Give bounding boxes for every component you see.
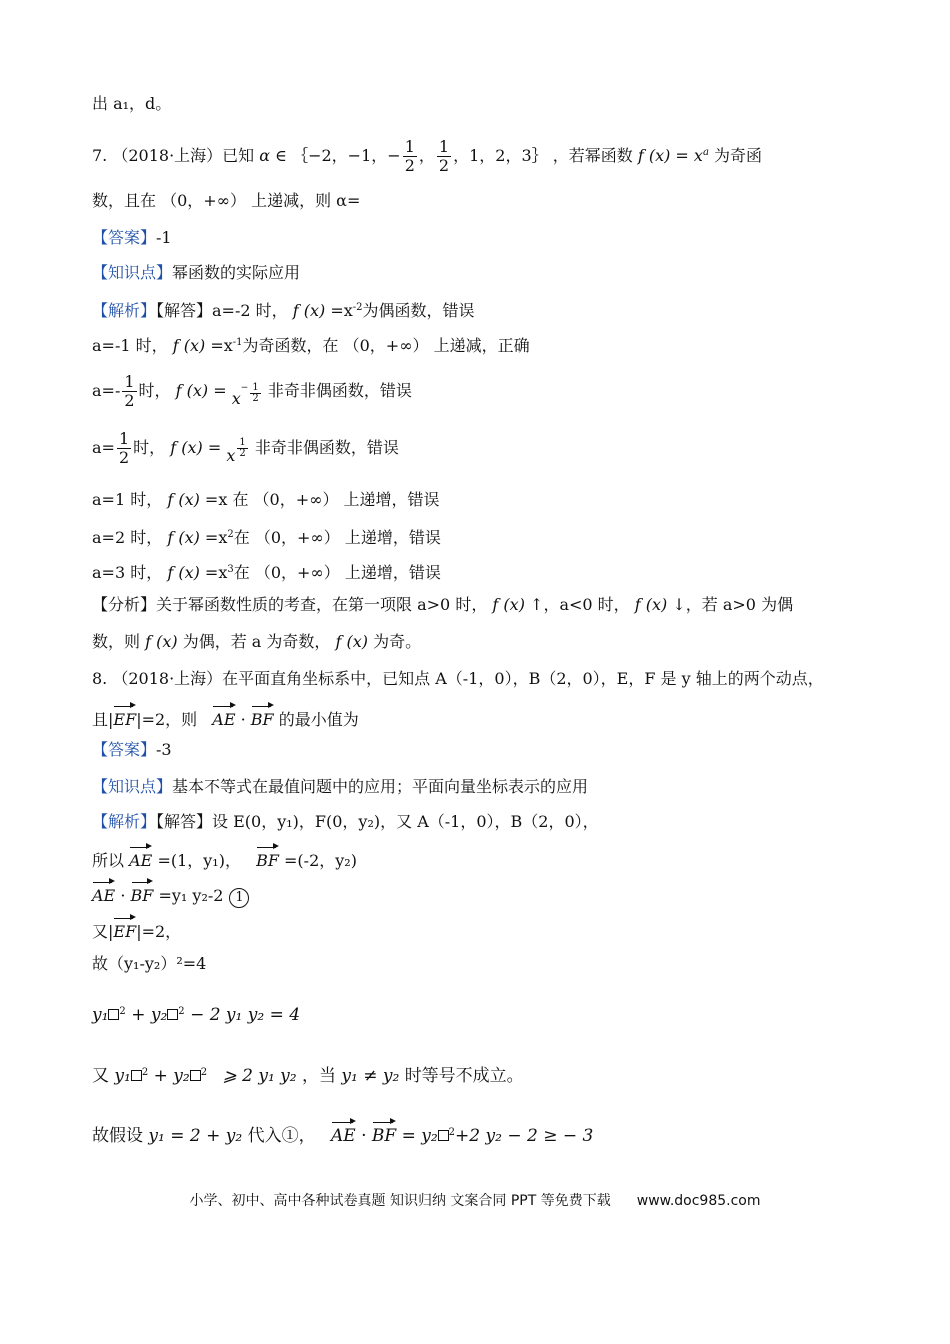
summary-7-line1: 【分析】关于幂函数性质的考查，在第一项限 a>0 时， f (x) ↑，a<0 时， f (x) ↓，若 a>0 为偶 (92, 595, 794, 614)
placeholder-box-icon (438, 1130, 449, 1141)
fraction-half: $\frac{1}{2}$ (438, 137, 450, 175)
analysis-8-line6: y₁ $^2$ + y₂ $^2$ − 2 y₁ y₂ = 4 (92, 1005, 301, 1025)
page-footer: 小学、初中、高中各种试卷真题 知识归纳 文案合同 PPT 等免费下载 www.doc985.com (189, 1193, 761, 1209)
analysis-7-line6: a=2 时， f $(x) =x^2$在 （0，+∞） 上递增，错误 (92, 528, 441, 547)
analysis-7-line1: 【解析】【解答】a=-2 时， f $(x) =x^{-2}$为偶函数，错误 (92, 301, 475, 320)
analysis-8-line1: 【解析】【解答】设 E(0，y₁)，F(0，y₂)，又 A（-1，0），B（2，0）， (92, 812, 599, 831)
analysis-7-line3: a=- $\frac{1}{2}$ 时， f (x) = x− $\frac{1}{2}$ 非奇非偶函数，错误 (92, 372, 412, 410)
analysis-7-line5: a=1 时， f (x) =x 在 （0，+∞） 上递增，错误 (92, 490, 440, 509)
question-7: 7. （2018·上海）已知 α ∈ ｛−2，−1，− $\frac{1}{2}$ ， $\frac{1}{2}$ ，1，2，3｝ ，若幂函数 f $(x) = x^a$ 为奇函 (92, 137, 763, 175)
question-8-line2: 且|EF|=2，则 AE · BF 的最小值为 (92, 704, 359, 732)
analysis-8-line4: 又|EF|=2， (92, 916, 181, 944)
placeholder-box-icon (131, 1070, 142, 1081)
answer-7: 【答案】-1 (92, 228, 172, 247)
question-7-line2: 数，且在 （0，+∞） 上递减，则 α= (92, 191, 361, 210)
analysis-8-line5: 故（y₁-y₂）²=4 (92, 954, 207, 973)
knowledge-7: 【知识点】幂函数的实际应用 (92, 263, 301, 282)
placeholder-box-icon (108, 1009, 119, 1020)
circled-number: 1 (229, 888, 249, 908)
analysis-7-line7: a=3 时， f $(x) =x^3$在 （0，+∞） 上递增，错误 (92, 563, 441, 582)
answer-8: 【答案】-3 (92, 740, 172, 759)
analysis-8-line7: 又 y₁ $^2$ + y₂ $^2$ ⩾ 2 y₁ y₂ ，当 y₁ ≠ y₂ 时等号不成立。 (92, 1066, 524, 1086)
fraction-half: $\frac{1}{2}$ (404, 137, 415, 175)
placeholder-box-icon (167, 1009, 178, 1020)
analysis-7-line4: a= $\frac{1}{2}$ 时， f (x) = x $\frac{1}{2}$ 非奇非偶函数，错误 (92, 429, 399, 467)
analysis-8-line8: 故假设 y₁ = 2 + y₂ 代入①， AE · BF = y₂ $^2$+2 y₂ − 2 ≥ − 3 (92, 1120, 593, 1148)
question-8: 8. （2018·上海）在平面直角坐标系中，已知点 A（-1，0），B（2，0），E，F 是 y 轴上的两个动点， (92, 669, 824, 688)
analysis-8-line2: 所以 AE =(1，y₁)， BF =(-2，y₂) (92, 845, 357, 873)
placeholder-box-icon (190, 1070, 201, 1081)
analysis-8-line3: AE · BF =y₁ y₂-2 1 (92, 880, 249, 908)
analysis-7-line2: a=-1 时， f $(x) =x^{-1}$为奇函数，在 （0，+∞） 上递减，正确 (92, 336, 530, 355)
knowledge-8: 【知识点】基本不等式在最值问题中的应用；平面向量坐标表示的应用 (92, 777, 589, 796)
footer-link[interactable]: www.doc985.com (636, 1193, 761, 1209)
line-intro: 出 a₁，d。 (92, 94, 172, 113)
summary-7-line2: 数，则 f (x) 为偶，若 a 为奇数， f (x) 为奇。 (92, 632, 422, 651)
